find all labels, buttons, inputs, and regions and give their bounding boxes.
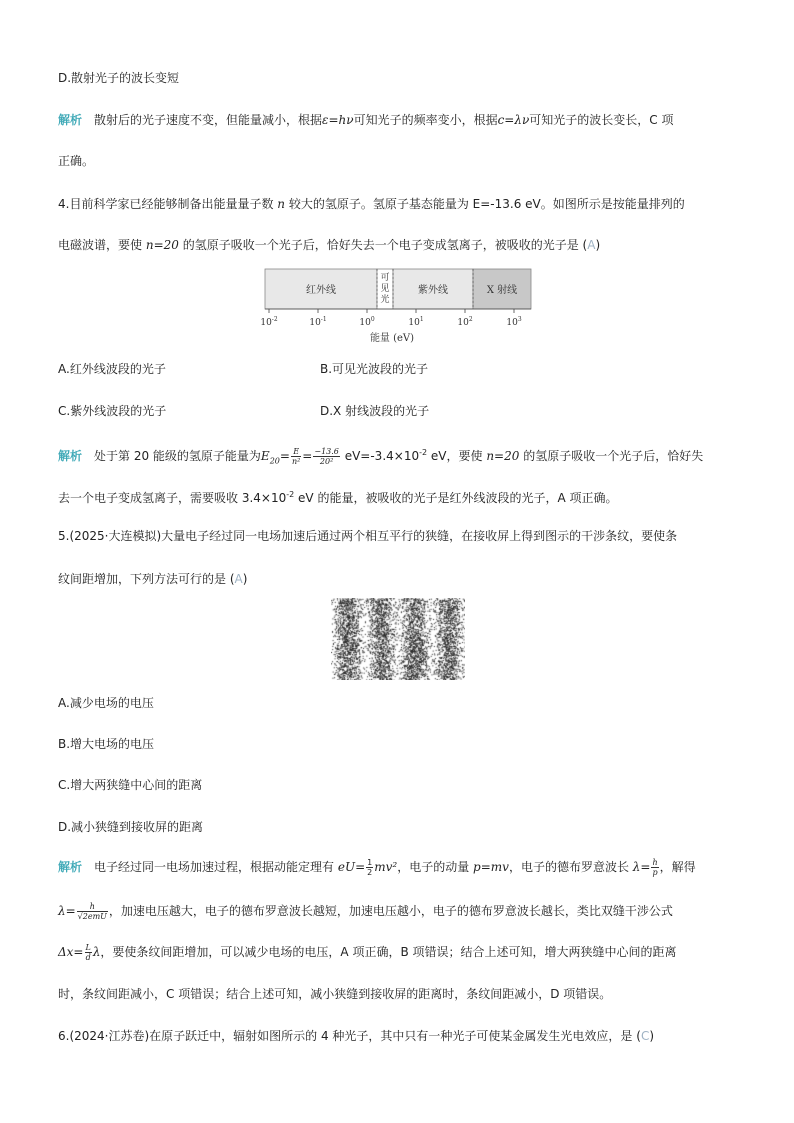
analysis-text: ，电子的动量 xyxy=(397,860,470,874)
q5-option-a[interactable]: A.减少电场的电压 xyxy=(58,696,154,710)
q4-stem-line1 xyxy=(58,195,685,213)
q6-stem xyxy=(58,1027,654,1045)
stem-text: 4.目前科学家已经能够制备出能量量子数 xyxy=(58,197,274,211)
fraction-half: $\frac{1}{2}$ xyxy=(367,858,373,877)
band-label-visible: 可见光 xyxy=(380,273,390,305)
analysis-label: 解析 xyxy=(58,113,83,127)
fraction-e-n2: $\frac{E}{\text{n²}}$ xyxy=(291,447,301,466)
spectrum-ticks xyxy=(260,309,521,328)
analysis-label: 解析 xyxy=(58,449,83,463)
analysis-text: 处于第 20 能级的氢原子能量为 xyxy=(94,449,261,463)
analysis-text: 可知光子的频率变小，根据 xyxy=(353,113,498,127)
stem-text: 较大的氢原子。氢原子基态能量为 E=-13.6 eV。如图所示是按能量排列的 xyxy=(288,197,685,211)
stem-text: 纹间距增加，下列方法可行的是 ( xyxy=(58,572,235,586)
q5-analysis-line3 xyxy=(58,941,677,963)
analysis-text: 的氢原子吸收一个光子后，恰好失 xyxy=(523,449,704,463)
answer-mark: A xyxy=(587,238,596,252)
analysis-text: ，要使条纹间距增加，可以减少电场的电压，A 项正确，B 项错误；结合上述可知，增大两狭缝中心间的距离 xyxy=(100,945,677,959)
formula: n=20 xyxy=(145,238,179,252)
q3-option-d: D.散射光子的波长变短 xyxy=(58,71,180,85)
answer-mark: C xyxy=(640,1029,650,1043)
formula: λ xyxy=(92,945,101,959)
q4-option-a[interactable]: A.红外线波段的光子 xyxy=(58,362,166,376)
formula: c=λν xyxy=(497,113,530,127)
answer-mark: A xyxy=(234,572,243,586)
stem-text: 电磁波谱，要使 xyxy=(58,238,143,252)
q4-analysis-line1: 解析 处于第 20 能级的氢原子能量为$E_{20}=$ $\frac{E}{\text{n²}}$ = $\frac{-13.6}{\text{20²}}$ $eV=-3.4\times 10^{-2}$ eV，要使 n=20 的氢原子吸收一个光子后，恰好失 xyxy=(58,447,704,466)
analysis-text: 可知光子的波长变长，C 项 xyxy=(529,113,674,127)
analysis-text: eV=-3.4×10 xyxy=(344,449,420,463)
q5-option-b[interactable]: B.增大电场的电压 xyxy=(58,737,155,751)
tick-label: $10^0$ xyxy=(359,316,375,328)
formula: = xyxy=(279,449,290,463)
formula: λ= xyxy=(58,904,76,918)
q5-option-d[interactable]: D.减小狭缝到接收屏的距离 xyxy=(58,820,204,834)
analysis-text: 去一个电子变成氢离子，需要吸收 3.4×10 xyxy=(58,491,287,505)
axis-label: 能量 (eV) xyxy=(369,333,415,344)
q4-option-c[interactable]: C.紫外线波段的光子 xyxy=(58,404,167,418)
q5-stem-line2 xyxy=(58,570,247,588)
fraction-h-p: $\frac{h}{p}$ xyxy=(652,858,658,877)
band-label-xray: X 射线 xyxy=(486,285,518,296)
fraction-h-sqrt: $\frac{h}{\text{√2emU}}$ xyxy=(77,902,107,921)
spectrum-figure xyxy=(255,265,540,347)
band-label-ultraviolet: 紫外线 xyxy=(418,285,448,296)
analysis-text: eV，要使 xyxy=(427,449,483,463)
analysis-label: 解析 xyxy=(58,860,83,874)
q4-stem-line2 xyxy=(58,236,600,254)
stem-text: 6.(2024·江苏卷)在原子跃迁中，辐射如图所示的 4 种光子，其中只有一种光子可使某金属发生光电效应，是 ( xyxy=(58,1029,641,1043)
formula-e20: $E_{20}$ xyxy=(260,449,280,466)
stem-text: ) xyxy=(595,238,601,252)
q5-analysis-line1 xyxy=(58,856,696,878)
tick-label: $10^1$ xyxy=(408,316,424,328)
stem-text: ) xyxy=(649,1029,655,1043)
formula: mv² xyxy=(374,860,398,874)
q4-option-d[interactable]: D.X 射线波段的光子 xyxy=(320,404,430,418)
formula: n=20 xyxy=(486,449,520,463)
analysis-text: ，电子的德布罗意波长 xyxy=(508,860,629,874)
q3-analysis-line2: 正确。 xyxy=(58,154,95,168)
formula: Δx= xyxy=(58,945,84,959)
q4-option-b[interactable]: B.可见光波段的光子 xyxy=(320,362,429,376)
band-label-infrared: 红外线 xyxy=(306,285,336,296)
tick-label: $10^{-1}$ xyxy=(309,316,327,328)
fraction-136: $\frac{-13.6}{\text{20²}}$ xyxy=(314,447,339,466)
analysis-text: 散射后的光子速度不变，但能量减小，根据 xyxy=(94,113,323,127)
q5-stem-line1: 5.(2025·大连模拟)大量电子经过同一电场加速后通过两个相互平行的狭缝，在接收屏上得到图示的干涉条纹，要使条 xyxy=(58,529,678,543)
formula: n xyxy=(277,197,286,211)
fraction-l-d: $\frac{L}{d}$ xyxy=(85,943,91,962)
q3-analysis-line1 xyxy=(58,111,673,129)
stem-text: ) xyxy=(242,572,248,586)
analysis-text: ，解得 xyxy=(659,860,696,874)
stem-text: 的氢原子吸收一个光子后，恰好失去一个电子变成氢离子，被吸收的光子是 ( xyxy=(182,238,588,252)
analysis-text: ，加速电压越大，电子的德布罗意波长越短，加速电压越小，电子的德布罗意波长越长，类比双缝干涉公式 xyxy=(108,904,673,918)
formula: eU= xyxy=(337,860,366,874)
tick-label: $10^{-2}$ xyxy=(260,316,278,328)
q5-option-c[interactable]: C.增大两狭缝中心间的距离 xyxy=(58,778,203,792)
tick-label: $10^2$ xyxy=(457,316,473,328)
formula: ε=hν xyxy=(322,113,354,127)
formula: p=mv xyxy=(473,860,509,874)
analysis-text: eV 的能量，被吸收的光子是红外线波段的光子，A 项正确。 xyxy=(294,491,618,505)
q4-analysis-line2: 去一个电子变成氢离子，需要吸收 $3.4\times 10^{-2}$ eV 的能量，被吸收的光子是红外线波段的光子，A 项正确。 xyxy=(58,490,618,505)
analysis-text: 电子经过同一电场加速过程，根据动能定理有 xyxy=(94,860,335,874)
formula: λ= xyxy=(632,860,651,874)
tick-label: $10^3$ xyxy=(506,316,522,328)
q5-analysis-line2 xyxy=(58,900,673,922)
interference-fringes-image xyxy=(331,598,465,680)
q5-analysis-line4: 时，条纹间距减小，C 项错误；结合上述可知，减小狭缝到接收屏的距离时，条纹间距减小，D 项错误。 xyxy=(58,987,612,1001)
